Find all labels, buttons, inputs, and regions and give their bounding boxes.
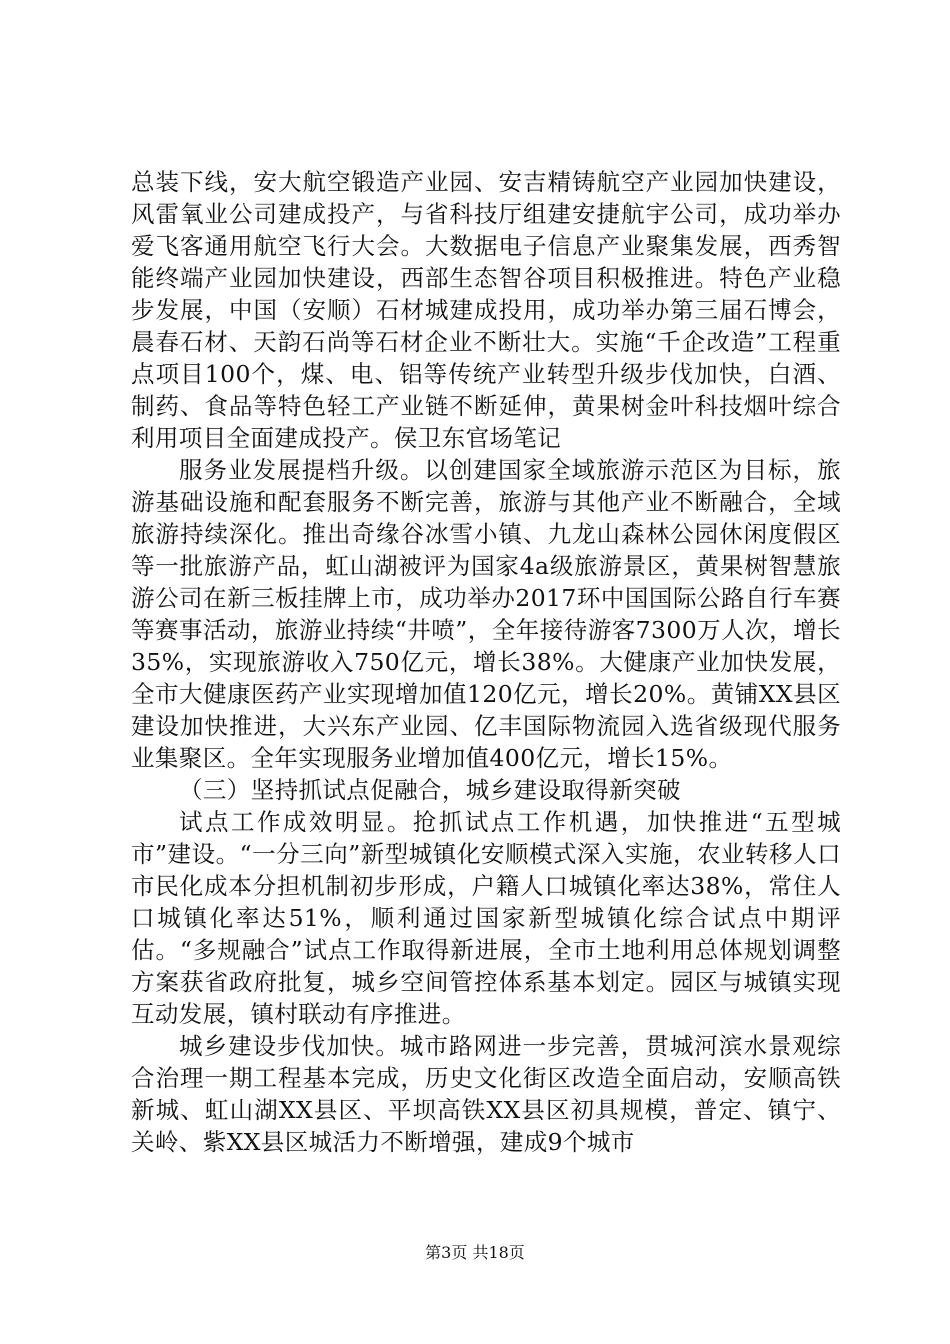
paragraph-urban-construction: 城乡建设步伐加快。城市路网进一步完善，贯城河滨水景观综合治理一期工程基本完成，历史文化街区改造全面启动，安顺高铁新城、虹山湖XX县区、平坝高铁XX县区初具规模，普定、镇宁、关岭、紫XX县区城活力不断增强，建成9个城市 [131,1032,841,1156]
paragraph-service-industry: 服务业发展提档升级。以创建国家全域旅游示范区为目标，旅游基础设施和配套服务不断完善，旅游与其他产业不断融合，全域旅游持续深化。推出奇缘谷冰雪小镇、九龙山森林公园休闲度假区等一批旅游产品，虹山湖被评为国家4a级旅游景区，黄果树智慧旅游公司在新三板挂牌上市，成功举办2017环中国国际公路自行车赛等赛事活动，旅游业持续“井喷”，全年接待游客7300万人次，增长35%，实现旅游收入750亿元，增长38%。大健康产业加快发展，全市大健康医药产业实现增加值120亿元，增长20%。黄铺XX县区建设加快推进，大兴东产业园、亿丰国际物流园入选省级现代服务业集聚区。全年实现服务业增加值400亿元，增长15%。 [131,456,841,772]
paragraph-pilot-work: 试点工作成效明显。抢抓试点工作机遇，加快推进“五型城市”建设。“一分三向”新型城镇化安顺模式深入实施，农业转移人口市民化成本分担机制初步形成，户籍人口城镇化率达38%，常住人口城镇化率达51%，顺利通过国家新型城镇化综合试点中期评估。“多规融合”试点工作取得新进展，全市土地利用总体规划调整方案获省政府批复，城乡空间管控体系基本划定。园区与城镇实现互动发展，镇村联动有序推进。 [131,808,841,1028]
paragraph-industry-development: 总装下线，安大航空锻造产业园、安吉精铸航空产业园加快建设，风雷氧业公司建成投产，与省科技厅组建安捷航宇公司，成功举办爱飞客通用航空飞行大会。大数据电子信息产业聚集发展，西秀智能终端产业园加快建设，西部生态智谷项目积极推进。特色产业稳步发展，中国（安顺）石材城建成投用，成功举办第三届石博会，晨春石材、天韵石尚等石材企业不断壮大。实施“千企改造”工程重点项目100个，煤、电、铝等传统产业转型升级步伐加快，白酒、制药、食品等特色轻工产业链不断延伸，黄果树金叶科技烟叶综合利用项目全面建成投产。侯卫东官场笔记 [131,168,841,452]
document-body [131,166,841,1158]
page-number-footer: 第3页 共18页 [425,1243,525,1262]
section-heading-urban-rural: （三）坚持抓试点促融合，城乡建设取得新突破 [179,776,681,804]
